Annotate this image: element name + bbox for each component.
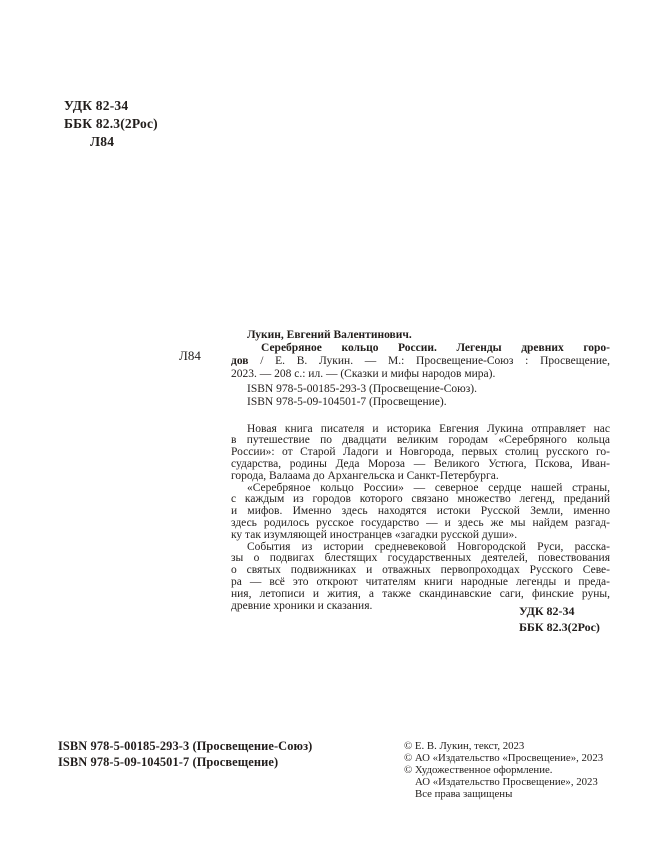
annotation-paragraph xyxy=(231,424,610,483)
text-line: «Серебряное кольцо России» — северное сердце нашей страны, xyxy=(247,481,610,494)
copyright-line: © Е. В. Лукин, текст, 2023 xyxy=(404,740,525,752)
text-line: здесь родилось русское государство — и здесь же мы найдем разгад- xyxy=(231,516,610,529)
bottom-isbn-block xyxy=(58,739,312,770)
copyright-line: Все права защищены xyxy=(415,787,513,800)
title-line-2-bold: дов xyxy=(231,355,249,368)
text-line: в путешествие по двадцати великим городам «Серебряного кольца xyxy=(231,434,610,447)
author-heading: Лукин, Евгений Валентинович. xyxy=(247,329,412,341)
title-line-2 xyxy=(231,355,610,368)
copyright-block xyxy=(404,741,603,801)
copyright-line: © АО «Издательство «Просвещение», 2023 xyxy=(404,751,604,764)
text-line: Новая книга писателя и историка Евгения Лукина отправляет нас xyxy=(247,422,610,435)
text-line: с каждым из городов которого связано множество легенд, преданий xyxy=(231,493,610,506)
bbk-code: ББК 82.3(2Рос) xyxy=(64,116,158,131)
text-line: События из истории средневековой Новгородской Руси, расска- xyxy=(247,540,610,553)
udk-bbk-right-block xyxy=(519,604,600,635)
text-line: древние хроники и сказания. xyxy=(231,599,373,612)
isbn-line: ISBN 978-5-00185-293-3 (Просвещение-Союз) xyxy=(58,739,313,753)
text-line: о святых подвижниках и отважных первопроходцах Русского Севе- xyxy=(231,564,610,577)
catalog-isbn-group xyxy=(231,383,610,409)
copyright-line: АО «Издательство Просвещение», 2023 xyxy=(415,775,598,788)
text-line: города, Валаама до Архангельска и Санкт-Петербурга. xyxy=(231,469,499,482)
text-line: зы о подвигах блестящих государственных деятелей, повествования xyxy=(231,552,610,565)
catalog-isbn-line: ISBN 978-5-09-104501-7 (Просвещение). xyxy=(247,396,447,409)
text-line: России»: от Старой Ладоги и Новгорода, первых столиц русского го- xyxy=(231,446,610,459)
bbk-code-right: ББК 82.3(2Рос) xyxy=(519,619,600,634)
text-line: ку так изумляющей иностранцев «загадки русской души». xyxy=(231,528,518,541)
annotation-paragraph xyxy=(231,542,610,613)
text-line: ра — всё это откроют читателям книги народные легенды и преда- xyxy=(231,575,610,588)
author-sign-code: Л84 xyxy=(90,134,115,149)
copyright-line: © Художественное оформление. xyxy=(404,763,553,776)
catalog-margin-code: Л84 xyxy=(179,348,201,363)
text-line: и мифов. Именно здесь находятся истоки Русской Земли, именно xyxy=(231,505,610,518)
title-line-1: Серебряное кольцо России. Легенды древних горо- xyxy=(261,342,610,355)
text-line: сударства, родины Деда Мороза — Великого Устюга, Пскова, Иван- xyxy=(231,457,610,470)
top-codes-block xyxy=(64,97,158,151)
catalog-entry xyxy=(231,329,610,612)
catalog-isbn-line: ISBN 978-5-00185-293-3 (Просвещение-Союз). xyxy=(247,383,477,396)
udk-code-right: УДК 82-34 xyxy=(519,604,575,618)
title-line-2-rest: / Е. В. Лукин. — М.: Просвещение-Союз : Просвещение, xyxy=(248,355,610,368)
isbn-line: ISBN 978-5-09-104501-7 (Просвещение) xyxy=(58,754,279,769)
title-line-3: 2023. — 208 с.: ил. — (Сказки и мифы народов мира). xyxy=(231,368,496,381)
annotation xyxy=(231,424,610,613)
udk-code: УДК 82-34 xyxy=(64,98,129,113)
annotation-paragraph xyxy=(231,483,610,542)
text-line: ния, летописи и жития, а также скандинавские саги, финские руны, xyxy=(231,587,610,600)
